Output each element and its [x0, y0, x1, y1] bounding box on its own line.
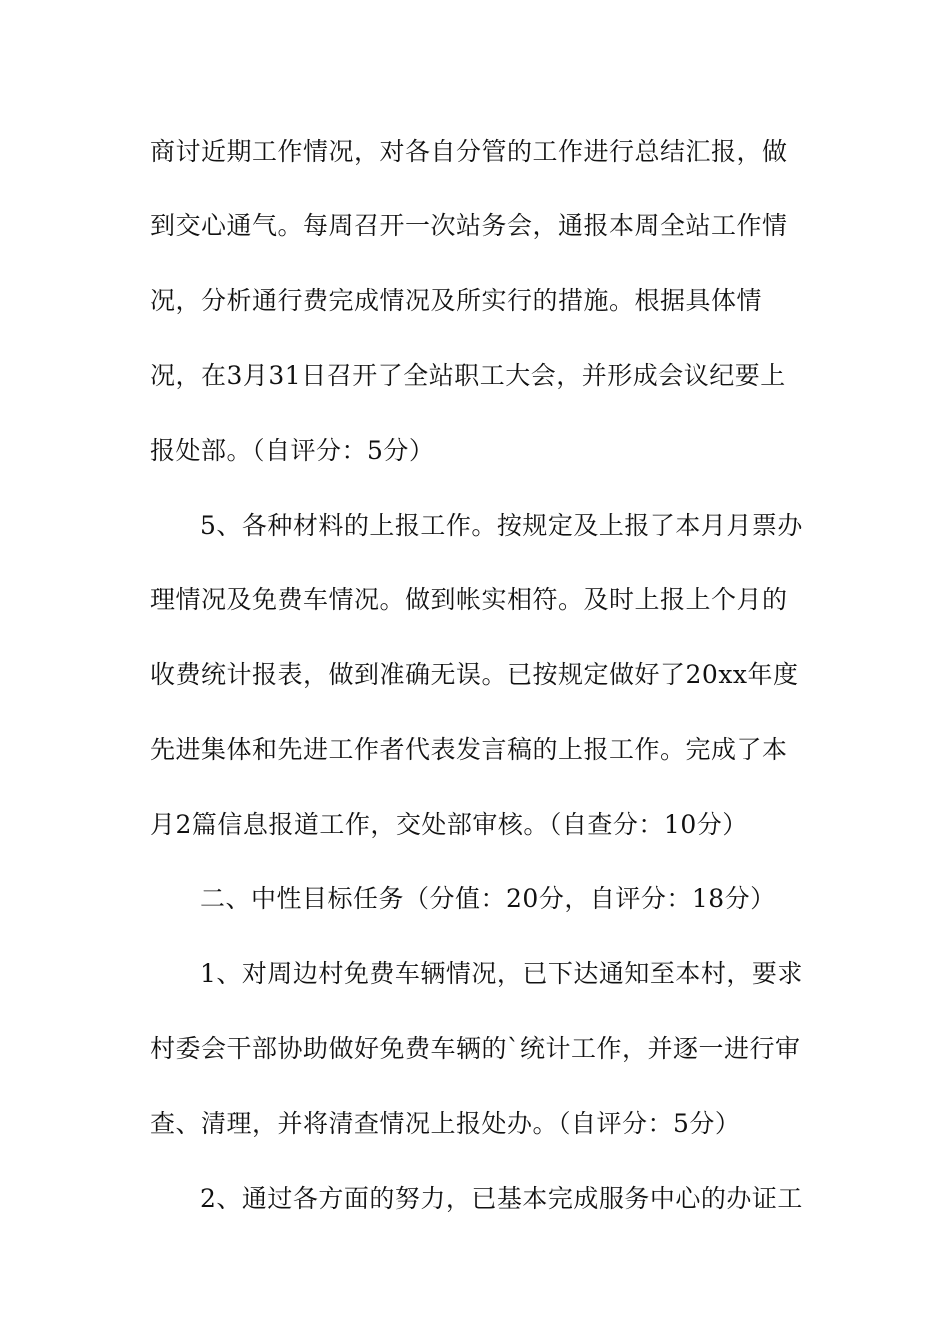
text-line: 报处部。（自评分：5分） [150, 436, 435, 465]
text-line: 商讨近期工作情况，对各自分管的工作进行总结汇报，做 [150, 137, 788, 166]
text-line: 理情况及免费车情况。做到帐实相符。及时上报上个月的 [150, 585, 788, 614]
text-line: 到交心通气。每周召开一次站务会，通报本周全站工作情 [150, 211, 788, 240]
text-line: 况，分析通行费完成情况及所实行的措施。根据具体情 [150, 286, 763, 315]
text-line: 况，在3月31日召开了全站职工大会，并形成会议纪要上 [150, 361, 786, 390]
text-line: 收费统计报表，做到准确无误。已按规定做好了20xx年度 [150, 660, 799, 689]
text-line: 月2篇信息报道工作，交处部审核。（自查分：10分） [150, 810, 748, 839]
text-line: 先进集体和先进工作者代表发言稿的上报工作。完成了本 [150, 735, 788, 764]
paragraph-start-line: 2、通过各方面的努力，已基本完成服务中心的办证工 [200, 1184, 803, 1213]
paragraph-start-line: 1、对周边村免费车辆情况，已下达通知至本村，要求 [200, 959, 803, 988]
text-line: 村委会干部协助做好免费车辆的`统计工作，并逐一进行审 [150, 1034, 801, 1063]
text-line: 查、清理，并将清查情况上报处办。（自评分：5分） [150, 1109, 741, 1138]
paragraph-start-line: 5、各种材料的上报工作。按规定及上报了本月月票办 [200, 511, 803, 540]
section-heading: 二、中性目标任务（分值：20分，自评分：18分） [200, 884, 776, 913]
